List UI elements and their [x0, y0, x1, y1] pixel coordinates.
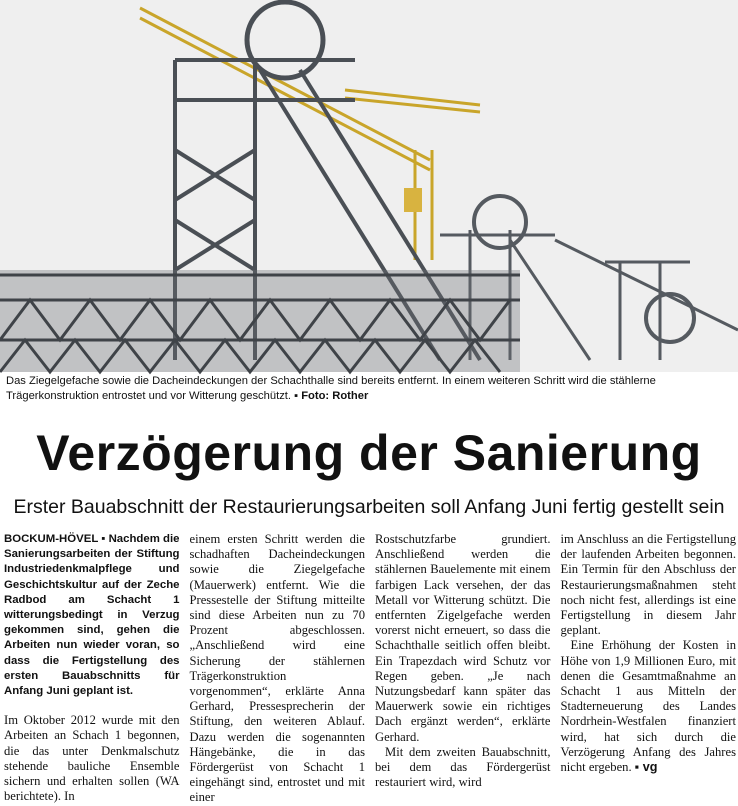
mine-headframe-illustration — [0, 0, 738, 372]
article-paragraph-text: Eine Erhöhung der Kosten in Höhe von 1,9 Millionen Euro, mit denen die Gesamtmaßnahme an Schacht 1 aus Mitteln der Stadterneuerung des Landes Nordrhein-Westfalen finanziert wird, hat sich durch die Verzögerung Anfang des Jahres nicht ergeben. — [560, 638, 736, 775]
article-paragraph: Mit dem zweiten Bauabschnitt, bei dem das Fördergerüst restauriert wird, wird — [375, 744, 551, 790]
headtower-photo — [0, 0, 738, 372]
author-signature: ▪ vg — [634, 760, 658, 775]
photo-caption — [6, 374, 732, 404]
article-paragraph: Im Oktober 2012 wurde mit den Arbeiten an Schach 1 begonnen, die das unter Denkmalschutz stehende bauliche Ensemble sichern und erhalten sollen (WA berichtete). In — [4, 713, 180, 804]
article-column-4 — [561, 532, 737, 794]
article-column-2 — [189, 532, 366, 805]
article-subheadline: Erster Bauabschnitt der Restaurierungsarbeiten soll Anfang Juni fertig gestellt sein — [13, 496, 725, 518]
article-lead: BOCKUM-HÖVEL ▪ Nachdem die Sanierungsarbeiten der Stiftung Industriedenkmalpflege und Geschichtskultur auf der Zeche Radbod am Schacht 1 witterungsbedingt in Verzug gekommen sind, gehen die Arbeiten nun wieder voran, so dass die Fertigstellung des ersten Bauabschnitts für Anfang Juni geplant ist. — [4, 533, 180, 698]
article-headline: Verzögerung der Sanierung — [36, 425, 702, 481]
article-column-3 — [375, 532, 551, 794]
article-paragraph — [561, 638, 737, 775]
caption-text: Das Ziegelgefache sowie die Dacheindeckungen der Schachthalle sind bereits entfernt. In einem weiteren Schritt wird die stählerne Trägerkonstruktion entrostet und vor Witterung geschützt. — [6, 375, 656, 402]
article-column-1 — [4, 532, 180, 804]
photo-credit: ▪ Foto: Rother — [294, 390, 369, 402]
article-body — [4, 532, 736, 805]
article-paragraph: im Anschluss an die Fertigstellung der laufenden Arbeiten begonnen. Ein Termin für den Abschluss der Restaurierungsmaßnahmen steht noch nicht fest, allerdings ist eine Fertigstellung in diesem Jahr geplant. — [560, 532, 736, 638]
article-paragraph: Rostschutzfarbe grundiert. Anschließend werden die stählernen Bauelemente mit einem farbigen Lack versehen, der das Metall vor Witterung schützt. Die entfernten Zigelgefache werden vorerst nicht erneuert, so dass die Schachthalle seitlich offen bleibt. Ein Trapezdach wird Schutz vor Regen geben. „Je nach Nutzungsbedarf kann später das Mauerwerk sowie ein richtiges Dach ergänzt werden“, erklärte Gerhard. — [375, 532, 551, 744]
article-paragraph: einem ersten Schritt werden die schadhaften Dacheindeckungen sowie die Ziegelgefache (Mauerwerk) entfernt. Wie die Pressestelle der Stiftung mitteilte sind diese Arbeiten nun zu 70 Prozent abgeschlossen. „Anschließend wird eine Sicherung der stählernen Trägerkonstruktion vorgenommen“, erklärte Anna Gerhard, Pressesprecherin der Stiftung, den weiteren Ablauf. Dazu werden die sogenannten Hängebänke, die in das Fördergerüst von Schacht 1 eingehängt sind, entrostet und mit einer — [189, 532, 365, 805]
